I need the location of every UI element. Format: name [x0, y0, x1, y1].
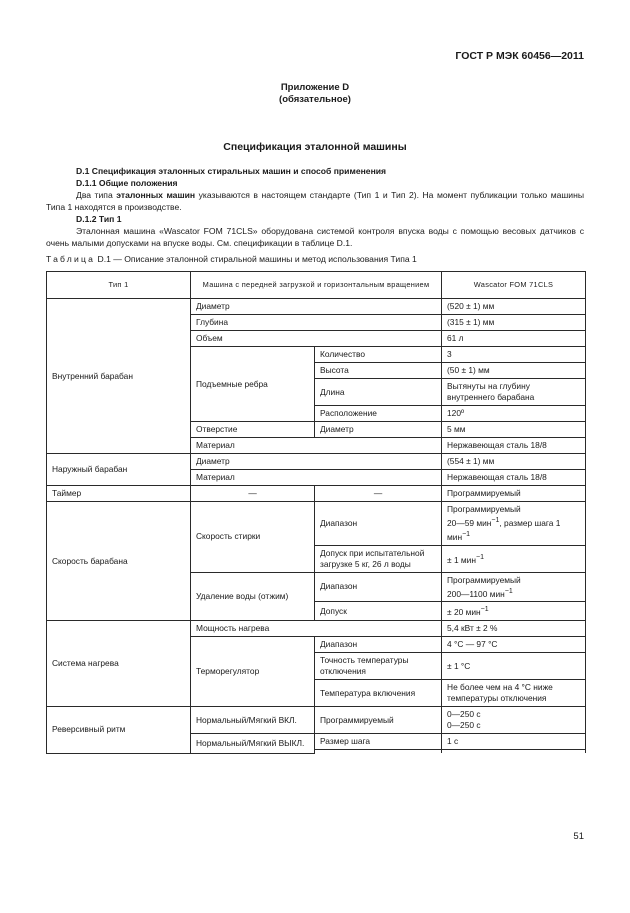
cell-value: 120º — [442, 406, 586, 422]
cell-param: Объем — [191, 331, 442, 347]
cell-subparam: Диапазон — [315, 637, 442, 653]
paragraph-type1: Эталонная машина «Wascator FOM 71CLS» оборудована системой контроля впуска воды с помощью весовых датчиков с очень малыми допусками на впуске воды. См. спецификации в таблице D.1. — [46, 226, 584, 248]
cell-param: Удаление воды (отжим) — [191, 572, 315, 621]
cell-subparam: Допуск при испытательной загрузке 5 кг, 26 л воды — [315, 545, 442, 572]
cell-subparam: Допуск — [315, 602, 442, 621]
cell-value: Вытянуты на глубину внутреннего барабана — [442, 379, 586, 406]
header-machine: Машина с передней загрузкой и горизонтальным вращением — [191, 272, 442, 299]
row-label-drum-speed: Скорость барабана — [47, 502, 191, 621]
cell-param: Нормальный/Мягкий ВКЛ. — [191, 707, 315, 734]
cell-value: 4 °С — 97 °С — [442, 637, 586, 653]
appendix-title: Приложение D — [280, 82, 350, 93]
cell-param: Глубина — [191, 315, 442, 331]
appendix-heading — [0, 82, 630, 106]
row-label-inner-drum: Внутренний барабан — [47, 299, 191, 454]
cell-subparam: Температура включения — [315, 680, 442, 707]
cell-param: Мощность нагрева — [191, 621, 442, 637]
spec-table — [46, 271, 586, 754]
cell-subparam: Диаметр — [315, 422, 442, 438]
cell-subparam: Точность температуры отключения — [315, 653, 442, 680]
cell-value: Программируемый 20—59 мин$^{-1}$, размер шага 1 мин$^{-1}$ — [442, 502, 586, 546]
cell-subparam: Программируемый — [315, 707, 442, 734]
cell-value: (50 ± 1) мм — [442, 363, 586, 379]
cell-subparam: Длина — [315, 379, 442, 406]
cell-param: Нормальный/Мягкий ВЫКЛ. — [191, 734, 315, 754]
cell-param: Подъемные ребра — [191, 347, 315, 422]
table-caption: Таблица D.1 — Описание эталонной стиральной машины и метод использования Типа 1 — [46, 254, 417, 264]
cell-value: (315 ± 1) мм — [442, 315, 586, 331]
cell-param: Материал — [191, 438, 442, 454]
cell-subparam: Диапазон — [315, 572, 442, 602]
cell-subparam: Размер шага — [315, 734, 442, 750]
cell-dash: — — [315, 486, 442, 502]
table-header-row — [47, 272, 586, 299]
document-title: Спецификация эталонной машины — [223, 141, 407, 153]
cell-value: 5,4 кВт ± 2 % — [442, 621, 586, 637]
page-number: 51 — [573, 831, 584, 842]
cell-dash: — — [191, 486, 315, 502]
heading-d12: D.1.2 Тип 1 — [76, 214, 122, 224]
cell-value: 3 — [442, 347, 586, 363]
header-type: Тип 1 — [47, 272, 191, 299]
cell-param: Терморегулятор — [191, 637, 315, 707]
cell-value: 1 с — [442, 734, 586, 750]
cell-value: ± 1 °С — [442, 653, 586, 680]
cell-subparam: Расположение — [315, 406, 442, 422]
heading-d1: D.1 Спецификация эталонных стиральных машин и способ применения — [76, 166, 387, 176]
heading-d11: D.1.1 Общие положения — [76, 178, 178, 188]
cell-value: Программируемый 200—1100 мин$^{-1}$ — [442, 572, 586, 602]
standard-code: ГОСТ Р МЭК 60456—2011 — [455, 50, 584, 62]
cell-value: Программируемый — [442, 486, 586, 502]
cell-value: 0—250 с 0—250 с — [442, 707, 586, 734]
section-d1 — [46, 165, 584, 249]
row-label-outer-drum: Наружный барабан — [47, 454, 191, 486]
cell-subparam: Количество — [315, 347, 442, 363]
cell-subparam: Диапазон — [315, 502, 442, 546]
row-label-heating: Система нагрева — [47, 621, 191, 707]
appendix-subtitle: (обязательное) — [279, 94, 351, 105]
cell-param: Материал — [191, 470, 442, 486]
cell-subparam: Высота — [315, 363, 442, 379]
cell-value: (520 ± 1) мм — [442, 299, 586, 315]
cell-value: Не более чем на 4 °С ниже температуры отключения — [442, 680, 586, 707]
cell-param: Диаметр — [191, 299, 442, 315]
cell-param: Диаметр — [191, 454, 442, 470]
paragraph-general: Два типа эталонных машин указываются в настоящем стандарте (Тип 1 и Тип 2). На момент публикации только машины Типа 1 находятся в производстве. — [46, 190, 585, 212]
cell-param: Отверстие — [191, 422, 315, 438]
row-label-timer: Таймер — [47, 486, 191, 502]
row-label-reverse: Реверсивный ритм — [47, 707, 191, 754]
cell-value: 61 л — [442, 331, 586, 347]
cell-value: ± 20 мин$^{-1}$ — [442, 602, 586, 621]
cell-value: Нержавеющая сталь 18/8 — [442, 470, 586, 486]
cell-value: (554 ± 1) мм — [442, 454, 586, 470]
header-model: Wascator FOM 71CLS — [442, 272, 586, 299]
cell-param: Скорость стирки — [191, 502, 315, 573]
cell-value: Нержавеющая сталь 18/8 — [442, 438, 586, 454]
cell-value: 5 мм — [442, 422, 586, 438]
cell-value: ± 1 мин$^{-1}$ — [442, 545, 586, 572]
